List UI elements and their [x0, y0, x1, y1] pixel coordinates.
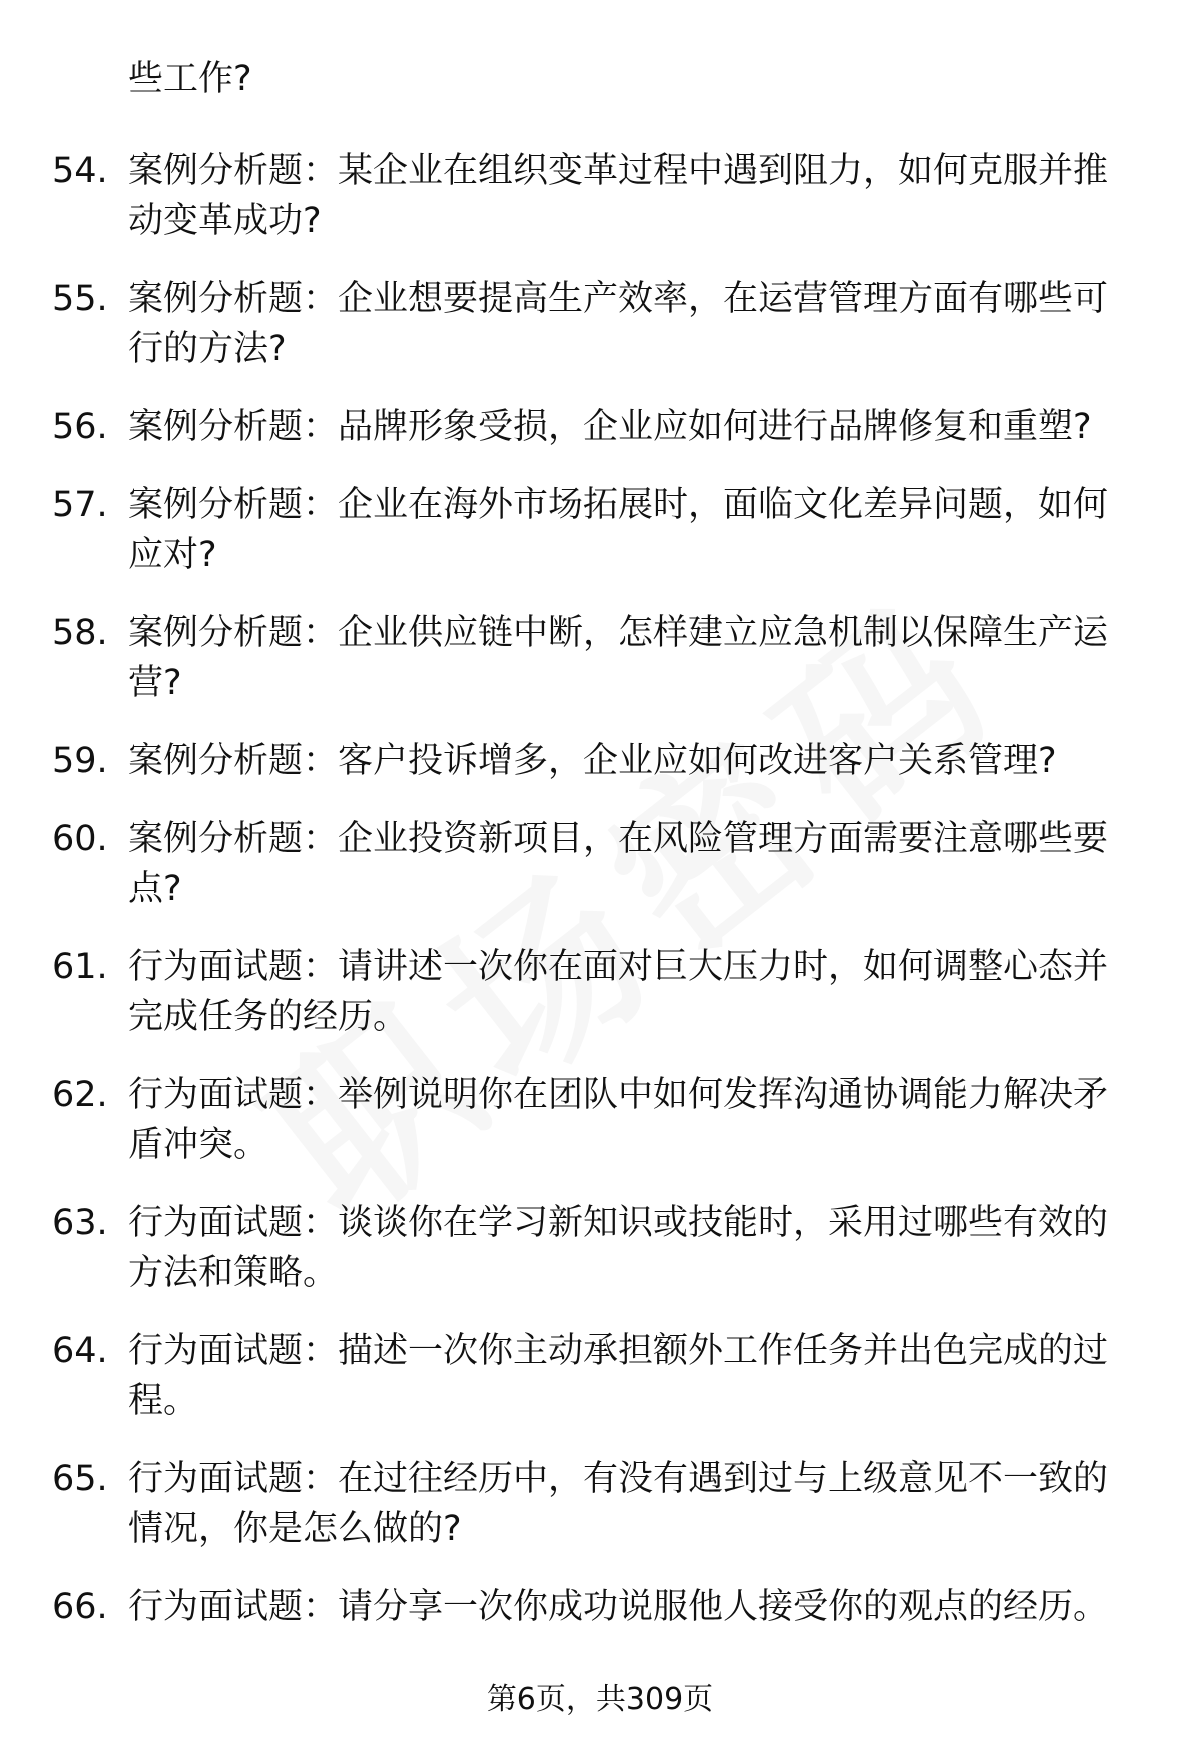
question-text: 行为面试题：描述一次你主动承担额外工作任务并出色完成的过程。: [128, 1331, 1109, 1421]
question-text: 行为面试题：举例说明你在团队中如何发挥沟通协调能力解决矛盾冲突。: [128, 1075, 1109, 1165]
question-number: 56.: [52, 407, 108, 447]
question-list: [0, 146, 1200, 1660]
question-text: 行为面试题：谈谈你在学习新知识或技能时，采用过哪些有效的方法和策略。: [128, 1203, 1109, 1293]
question-number: 54.: [52, 151, 108, 191]
question-number: 58.: [52, 613, 108, 653]
question-number: 55.: [52, 279, 108, 319]
question-item: [0, 402, 1200, 452]
question-item: [0, 1454, 1200, 1554]
question-text: 案例分析题：企业在海外市场拓展时，面临文化差异问题，如何应对?: [128, 485, 1109, 575]
question-text: 案例分析题：客户投诉增多，企业应如何改进客户关系管理?: [128, 741, 1057, 781]
question-number: 60.: [52, 819, 108, 859]
question-item: [0, 942, 1200, 1042]
question-item: [0, 274, 1200, 374]
question-number: 64.: [52, 1331, 108, 1371]
question-text: 案例分析题：企业想要提高生产效率，在运营管理方面有哪些可行的方法?: [128, 279, 1109, 369]
question-item: [0, 1582, 1200, 1632]
continued-line: 些工作?: [128, 59, 252, 99]
question-item: [0, 736, 1200, 786]
question-text: 行为面试题：请讲述一次你在面对巨大压力时，如何调整心态并完成任务的经历。: [128, 947, 1109, 1037]
question-text: 案例分析题：企业供应链中断，怎样建立应急机制以保障生产运营?: [128, 613, 1109, 703]
question-text: 行为面试题：在过往经历中，有没有遇到过与上级意见不一致的情况，你是怎么做的?: [128, 1459, 1109, 1549]
question-item: [0, 1198, 1200, 1298]
page-footer: 第6页，共309页: [486, 1682, 714, 1717]
question-text: 案例分析题：企业投资新项目，在风险管理方面需要注意哪些要点?: [128, 819, 1109, 909]
question-number: 61.: [52, 947, 108, 987]
question-item: [0, 1070, 1200, 1170]
question-number: 57.: [52, 485, 108, 525]
question-number: 59.: [52, 741, 108, 781]
question-number: 66.: [52, 1587, 108, 1627]
question-text: 案例分析题：品牌形象受损，企业应如何进行品牌修复和重塑?: [128, 407, 1092, 447]
question-number: 65.: [52, 1459, 108, 1499]
question-text: 行为面试题：请分享一次你成功说服他人接受你的观点的经历。: [128, 1587, 1109, 1627]
question-item: [0, 1326, 1200, 1426]
question-item: [0, 146, 1200, 246]
question-number: 63.: [52, 1203, 108, 1243]
question-item: [0, 480, 1200, 580]
question-item: [0, 608, 1200, 708]
question-number: 62.: [52, 1075, 108, 1115]
question-text: 案例分析题：某企业在组织变革过程中遇到阻力，如何克服并推动变革成功?: [128, 151, 1109, 241]
question-item: [0, 814, 1200, 914]
